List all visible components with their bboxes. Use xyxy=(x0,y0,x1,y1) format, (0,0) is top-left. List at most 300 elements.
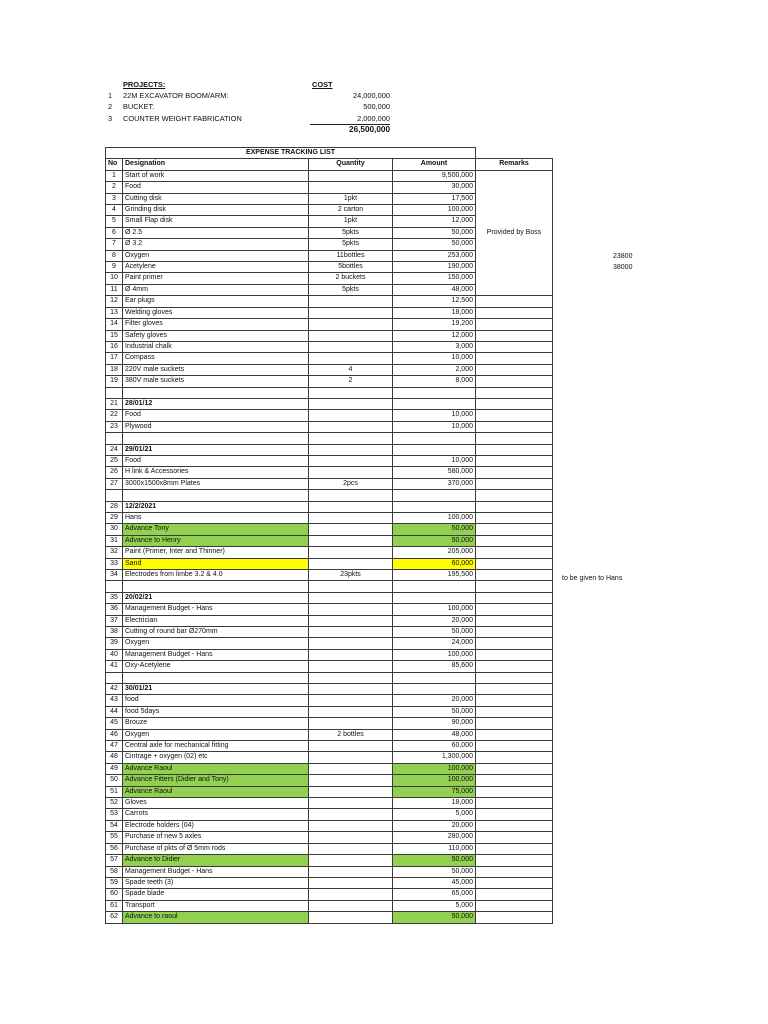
row-quantity xyxy=(309,512,393,523)
row-remarks xyxy=(476,763,553,774)
project-name: 22M EXCAVATOR BOOM/ARM: xyxy=(123,91,229,100)
row-remarks xyxy=(476,296,553,307)
row-amount: 18,000 xyxy=(393,307,476,318)
row-amount: 20,000 xyxy=(393,615,476,626)
blank-cell xyxy=(476,490,553,501)
row-quantity: 5bottles xyxy=(309,262,393,273)
row-remarks xyxy=(476,512,553,523)
row-remarks xyxy=(476,775,553,786)
row-quantity xyxy=(309,809,393,820)
row-designation: Ear plugs xyxy=(123,296,309,307)
row-remarks xyxy=(476,866,553,877)
row-amount: 5,000 xyxy=(393,900,476,911)
table-blank-row xyxy=(106,490,553,501)
row-designation: Paint (Primer, Inter and Thinner) xyxy=(123,547,309,558)
projects-total: 26,500,000 xyxy=(349,125,390,134)
row-designation: Management Budget - Hans xyxy=(123,649,309,660)
row-amount xyxy=(393,592,476,603)
row-amount: 12,000 xyxy=(393,216,476,227)
table-row xyxy=(106,741,553,752)
row-no: 49 xyxy=(106,763,123,774)
row-no: 31 xyxy=(106,535,123,546)
blank-cell xyxy=(476,581,553,592)
row-remarks xyxy=(476,900,553,911)
row-no: 39 xyxy=(106,638,123,649)
row-quantity xyxy=(309,775,393,786)
row-remarks xyxy=(476,752,553,763)
row-no: 50 xyxy=(106,775,123,786)
row-designation: 29/01/21 xyxy=(123,444,309,455)
row-no: 21 xyxy=(106,398,123,409)
row-amount: 150,000 xyxy=(393,273,476,284)
row-quantity xyxy=(309,820,393,831)
row-amount: 370,000 xyxy=(393,478,476,489)
row-amount: 3,000 xyxy=(393,341,476,352)
row-no: 26 xyxy=(106,467,123,478)
row-designation: Small Flap disk xyxy=(123,216,309,227)
table-row xyxy=(106,307,553,318)
row-remarks xyxy=(476,684,553,695)
row-designation: Spade blade xyxy=(123,889,309,900)
row-designation: Transport xyxy=(123,900,309,911)
row-designation: Oxygen xyxy=(123,638,309,649)
row-no: 15 xyxy=(106,330,123,341)
row-remarks xyxy=(476,398,553,409)
row-no: 61 xyxy=(106,900,123,911)
row-designation: Advance Fitters (Didier and Tony) xyxy=(123,775,309,786)
blank-cell xyxy=(309,672,393,683)
row-no: 58 xyxy=(106,866,123,877)
row-no: 53 xyxy=(106,809,123,820)
row-no: 37 xyxy=(106,615,123,626)
row-amount: 190,000 xyxy=(393,262,476,273)
table-row xyxy=(106,512,553,523)
row-no: 35 xyxy=(106,592,123,603)
row-quantity xyxy=(309,501,393,512)
row-no: 10 xyxy=(106,273,123,284)
row-designation: Cutting of round bar Ø270mm xyxy=(123,627,309,638)
row-amount: 50,000 xyxy=(393,239,476,250)
row-designation: Paint primer xyxy=(123,273,309,284)
row-amount: 580,000 xyxy=(393,467,476,478)
blank-cell xyxy=(309,433,393,444)
row-no: 19 xyxy=(106,376,123,387)
row-no: 13 xyxy=(106,307,123,318)
row-designation: Hans xyxy=(123,512,309,523)
table-row xyxy=(106,353,553,364)
row-quantity xyxy=(309,763,393,774)
row-no: 45 xyxy=(106,718,123,729)
row-quantity xyxy=(309,421,393,432)
row-remarks xyxy=(476,889,553,900)
row-remarks xyxy=(476,524,553,535)
row-designation: Brouze xyxy=(123,718,309,729)
header-amount: Amount xyxy=(393,159,476,170)
row-no: 33 xyxy=(106,558,123,569)
row-quantity xyxy=(309,889,393,900)
row-no: 2 xyxy=(106,182,123,193)
blank-cell xyxy=(393,433,476,444)
row-quantity xyxy=(309,535,393,546)
row-designation: Gloves xyxy=(123,798,309,809)
row-quantity: 2 carton xyxy=(309,205,393,216)
row-no: 57 xyxy=(106,855,123,866)
row-designation: Ø 2.5 xyxy=(123,227,309,238)
row-designation: 12/2/2021 xyxy=(123,501,309,512)
row-quantity xyxy=(309,319,393,330)
row-quantity xyxy=(309,558,393,569)
row-quantity xyxy=(309,877,393,888)
table-title-row xyxy=(106,148,553,159)
row-designation: food xyxy=(123,695,309,706)
row-remarks xyxy=(476,832,553,843)
row-no: 51 xyxy=(106,786,123,797)
row-quantity xyxy=(309,547,393,558)
row-amount: 90,000 xyxy=(393,718,476,729)
row-designation: Carrots xyxy=(123,809,309,820)
row-no: 23 xyxy=(106,421,123,432)
table-row xyxy=(106,569,553,580)
table-row xyxy=(106,718,553,729)
blank-cell xyxy=(123,490,309,501)
blank-cell xyxy=(393,581,476,592)
row-amount: 100,000 xyxy=(393,205,476,216)
row-designation: Oxygen xyxy=(123,250,309,261)
row-quantity xyxy=(309,706,393,717)
row-no: 34 xyxy=(106,569,123,580)
side-note-oxygen: 23800 xyxy=(613,253,633,260)
row-remarks xyxy=(476,307,553,318)
table-row xyxy=(106,455,553,466)
row-designation: Compass xyxy=(123,353,309,364)
row-designation: Acetylene xyxy=(123,262,309,273)
table-row xyxy=(106,558,553,569)
row-designation: Electrode holders (04) xyxy=(123,820,309,831)
row-no: 43 xyxy=(106,695,123,706)
row-amount: 100,000 xyxy=(393,763,476,774)
table-row xyxy=(106,889,553,900)
row-designation: Electrodes from limbe 3.2 & 4.0 xyxy=(123,569,309,580)
row-amount: 100,000 xyxy=(393,512,476,523)
row-quantity xyxy=(309,900,393,911)
blank-cell xyxy=(123,433,309,444)
blank-cell xyxy=(123,387,309,398)
row-no: 54 xyxy=(106,820,123,831)
row-amount: 50,000 xyxy=(393,912,476,923)
row-designation: Advance to Didier xyxy=(123,855,309,866)
row-quantity xyxy=(309,855,393,866)
table-row xyxy=(106,832,553,843)
row-no: 29 xyxy=(106,512,123,523)
row-quantity xyxy=(309,684,393,695)
row-no: 52 xyxy=(106,798,123,809)
table-row xyxy=(106,604,553,615)
blank-cell xyxy=(309,581,393,592)
table-row xyxy=(106,638,553,649)
row-amount xyxy=(393,398,476,409)
blank-cell xyxy=(393,387,476,398)
row-remarks xyxy=(476,718,553,729)
row-remarks xyxy=(476,410,553,421)
row-quantity xyxy=(309,182,393,193)
row-remarks xyxy=(476,820,553,831)
header-no: No xyxy=(106,159,123,170)
row-quantity: 2 buckets xyxy=(309,273,393,284)
row-designation: Spade teeth (3) xyxy=(123,877,309,888)
row-no: 47 xyxy=(106,741,123,752)
blank-cell xyxy=(106,490,123,501)
row-designation: Plywood xyxy=(123,421,309,432)
row-quantity: 1pkt xyxy=(309,216,393,227)
blank-cell xyxy=(476,387,553,398)
project-name: COUNTER WEIGHT FABRICATION xyxy=(123,114,242,123)
table-row xyxy=(106,547,553,558)
row-amount: 48,000 xyxy=(393,284,476,295)
project-name: BUCKET: xyxy=(123,102,155,111)
row-designation: Sand xyxy=(123,558,309,569)
row-quantity xyxy=(309,296,393,307)
row-remarks xyxy=(476,786,553,797)
row-quantity xyxy=(309,661,393,672)
blank-cell xyxy=(309,387,393,398)
row-remarks xyxy=(476,467,553,478)
row-amount: 60,000 xyxy=(393,741,476,752)
blank-cell xyxy=(476,433,553,444)
row-no: 48 xyxy=(106,752,123,763)
table-row xyxy=(106,615,553,626)
table-row xyxy=(106,627,553,638)
row-amount: 65,000 xyxy=(393,889,476,900)
row-designation: Industrial chalk xyxy=(123,341,309,352)
row-remarks xyxy=(476,843,553,854)
table-row xyxy=(106,877,553,888)
row-no: 22 xyxy=(106,410,123,421)
row-amount: 20,000 xyxy=(393,820,476,831)
table-row xyxy=(106,855,553,866)
row-amount: 100,000 xyxy=(393,775,476,786)
row-remarks xyxy=(476,798,553,809)
table-row xyxy=(106,798,553,809)
row-designation: Ø 4mm xyxy=(123,284,309,295)
row-amount xyxy=(393,684,476,695)
row-quantity: 5pkts xyxy=(309,239,393,250)
blank-cell xyxy=(106,387,123,398)
row-quantity xyxy=(309,866,393,877)
row-amount: 18,000 xyxy=(393,798,476,809)
table-blank-row xyxy=(106,387,553,398)
cost-header: COST xyxy=(312,80,333,89)
row-quantity xyxy=(309,752,393,763)
row-amount: 50,000 xyxy=(393,535,476,546)
table-row xyxy=(106,820,553,831)
row-amount: 5,000 xyxy=(393,809,476,820)
row-no: 12 xyxy=(106,296,123,307)
row-quantity xyxy=(309,627,393,638)
row-remarks xyxy=(476,330,553,341)
table-row xyxy=(106,296,553,307)
row-remarks xyxy=(476,341,553,352)
row-remarks xyxy=(476,627,553,638)
row-designation: Oxygen xyxy=(123,729,309,740)
row-quantity xyxy=(309,786,393,797)
row-remarks xyxy=(476,661,553,672)
row-amount: 10,000 xyxy=(393,455,476,466)
row-quantity: 5pkts xyxy=(309,284,393,295)
project-no: 1 xyxy=(108,91,113,100)
table-row xyxy=(106,376,553,387)
table-row xyxy=(106,535,553,546)
projects-section xyxy=(0,0,768,140)
blank-cell xyxy=(106,581,123,592)
row-amount: 1,300,000 xyxy=(393,752,476,763)
row-amount: 24,000 xyxy=(393,638,476,649)
row-designation: Cintrage + oxygen (02) etc xyxy=(123,752,309,763)
row-amount: 110,000 xyxy=(393,843,476,854)
row-quantity xyxy=(309,843,393,854)
blank-cell xyxy=(309,490,393,501)
row-designation: Advance to raoul xyxy=(123,912,309,923)
row-remarks xyxy=(476,376,553,387)
row-designation: Purchase of new 5 axles xyxy=(123,832,309,843)
row-remarks xyxy=(476,912,553,923)
table-row xyxy=(106,330,553,341)
row-designation: Purchase of pkts of Ø 5mm rods xyxy=(123,843,309,854)
row-no: 28 xyxy=(106,501,123,512)
row-quantity xyxy=(309,410,393,421)
row-amount: 50,000 xyxy=(393,855,476,866)
row-no: 42 xyxy=(106,684,123,695)
row-quantity xyxy=(309,524,393,535)
blank-cell xyxy=(393,672,476,683)
row-remarks xyxy=(476,444,553,455)
row-quantity xyxy=(309,467,393,478)
row-remarks xyxy=(476,729,553,740)
row-remarks xyxy=(476,535,553,546)
row-designation: H link & Accessories xyxy=(123,467,309,478)
header-designation: Designation xyxy=(123,159,309,170)
row-remarks xyxy=(476,569,553,580)
row-amount: 75,000 xyxy=(393,786,476,797)
row-no: 40 xyxy=(106,649,123,660)
row-no: 59 xyxy=(106,877,123,888)
row-quantity xyxy=(309,170,393,181)
remark-provided-by-boss: Provided by Boss xyxy=(476,170,553,295)
row-quantity xyxy=(309,912,393,923)
row-no: 16 xyxy=(106,341,123,352)
row-no: 56 xyxy=(106,843,123,854)
row-designation: Oxy-Acetylene xyxy=(123,661,309,672)
table-row xyxy=(106,364,553,375)
blank-cell xyxy=(106,433,123,444)
row-amount: 50,000 xyxy=(393,524,476,535)
blank-cell xyxy=(123,672,309,683)
row-no: 44 xyxy=(106,706,123,717)
row-amount: 19,200 xyxy=(393,319,476,330)
row-amount xyxy=(393,444,476,455)
table-row xyxy=(106,752,553,763)
row-amount: 280,000 xyxy=(393,832,476,843)
row-quantity xyxy=(309,718,393,729)
table-row xyxy=(106,410,553,421)
row-designation: Advance Raoul xyxy=(123,786,309,797)
row-remarks xyxy=(476,604,553,615)
row-designation: Central axle for mechanical fitting xyxy=(123,741,309,752)
row-remarks xyxy=(476,649,553,660)
row-quantity xyxy=(309,398,393,409)
row-no: 7 xyxy=(106,239,123,250)
row-designation: Food xyxy=(123,455,309,466)
table-blank-row xyxy=(106,433,553,444)
row-no: 32 xyxy=(106,547,123,558)
row-quantity xyxy=(309,307,393,318)
row-designation: 380V male suckets xyxy=(123,376,309,387)
row-quantity xyxy=(309,353,393,364)
row-remarks xyxy=(476,706,553,717)
row-amount: 20,000 xyxy=(393,695,476,706)
row-no: 24 xyxy=(106,444,123,455)
row-amount: 205,000 xyxy=(393,547,476,558)
row-amount: 85,600 xyxy=(393,661,476,672)
table-row xyxy=(106,341,553,352)
row-amount: 100,000 xyxy=(393,604,476,615)
table-row xyxy=(106,729,553,740)
row-quantity xyxy=(309,444,393,455)
row-designation: Advance to Henry xyxy=(123,535,309,546)
row-designation: Ø 3.2 xyxy=(123,239,309,250)
table-row xyxy=(106,775,553,786)
row-remarks xyxy=(476,741,553,752)
row-amount: 50,000 xyxy=(393,706,476,717)
row-remarks xyxy=(476,809,553,820)
row-designation: Advance Raoul xyxy=(123,763,309,774)
row-designation: 28/01/12 xyxy=(123,398,309,409)
row-quantity: 2 bottles xyxy=(309,729,393,740)
row-remarks xyxy=(476,615,553,626)
row-amount: 100,000 xyxy=(393,649,476,660)
row-quantity xyxy=(309,330,393,341)
project-no: 2 xyxy=(108,102,113,111)
table-header-row xyxy=(106,159,553,170)
row-no: 3 xyxy=(106,193,123,204)
expense-table xyxy=(105,147,553,924)
row-amount: 195,500 xyxy=(393,569,476,580)
row-remarks xyxy=(476,478,553,489)
row-no: 5 xyxy=(106,216,123,227)
row-no: 18 xyxy=(106,364,123,375)
row-no: 1 xyxy=(106,170,123,181)
row-no: 46 xyxy=(106,729,123,740)
row-remarks xyxy=(476,455,553,466)
row-amount: 2,000 xyxy=(393,364,476,375)
row-designation: 30/01/21 xyxy=(123,684,309,695)
table-row xyxy=(106,763,553,774)
row-no: 36 xyxy=(106,604,123,615)
table-row xyxy=(106,809,553,820)
row-quantity xyxy=(309,455,393,466)
row-designation: Filter gloves xyxy=(123,319,309,330)
row-amount: 10,000 xyxy=(393,421,476,432)
row-quantity: 2pcs xyxy=(309,478,393,489)
row-designation: Food xyxy=(123,182,309,193)
row-no: 11 xyxy=(106,284,123,295)
table-row xyxy=(106,421,553,432)
row-no: 25 xyxy=(106,455,123,466)
table-row xyxy=(106,649,553,660)
row-no: 30 xyxy=(106,524,123,535)
header-remarks: Remarks xyxy=(476,159,553,170)
table-row xyxy=(106,319,553,330)
row-quantity: 23pkts xyxy=(309,569,393,580)
